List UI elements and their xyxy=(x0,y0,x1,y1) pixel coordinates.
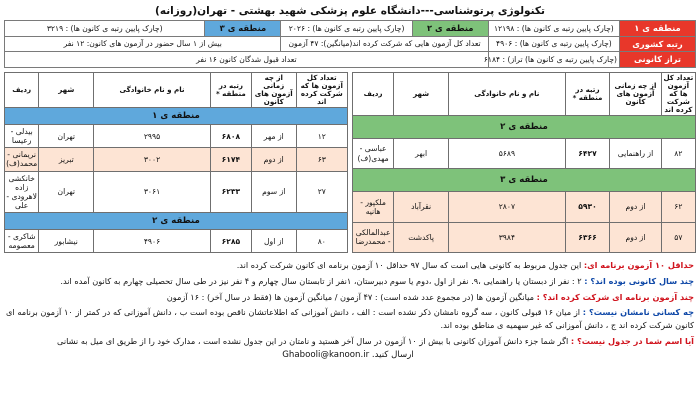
region2-badge: منطقه ی ۲ xyxy=(412,21,488,37)
cell-total: ۲۷ xyxy=(296,171,347,212)
cell-since: از راهنمایی xyxy=(610,138,661,169)
region-label-1: منطقه ی ۱ xyxy=(5,108,348,125)
header-row-1 xyxy=(5,21,696,37)
cell-total: ۸۰ xyxy=(296,230,347,253)
col-name: نام و نام خانوادگی xyxy=(94,72,211,108)
table-row xyxy=(5,125,348,148)
cell-taraz: ۶۸۰۸ xyxy=(210,125,251,148)
cell-taraz: ۶۱۷۴ xyxy=(210,148,251,171)
header-row-2 xyxy=(5,36,696,52)
region3-badge: منطقه ی ۳ xyxy=(205,21,281,37)
table-row xyxy=(5,230,348,253)
cell-rank: ۳۰۰۲ xyxy=(94,148,211,171)
header-row-3 xyxy=(5,52,696,68)
region-header-row xyxy=(353,169,696,191)
cell-city: نیشابور xyxy=(39,230,94,253)
faq-question-4: چه کسانی نامشان نیست؟ : xyxy=(582,307,694,318)
cell-city: پاکدشت xyxy=(394,222,449,253)
table-row xyxy=(5,171,348,212)
faq-answer-5: اگر شما جزء دانش آموزان کانونی با بیش از ۱۰ آزمون در سال آخر هستید و نامتان در این جدول نشده است ، مدارک خود را از طریق ای میل به نشانی xyxy=(57,335,569,346)
cell-since: از مهر xyxy=(251,125,296,148)
cell-name: عبدالمالکی - محمدرضا xyxy=(353,222,394,253)
national-rank-detail: (چارک پایین رتبه ی کانون ها) : ۴۹۰۶ xyxy=(488,36,619,52)
cell-total: ۶۳ xyxy=(296,148,347,171)
col-total-exams: تعداد کل آزمون ها که شرکت کرده اند xyxy=(661,72,695,116)
cell-name: خانکشی زاده لاهرودی - علی xyxy=(5,171,39,212)
cell-name: بیدلی - رعیسا xyxy=(5,125,39,148)
cell-rank: ۳۰۶۱ xyxy=(94,171,211,212)
region1-badge: منطقه ی ۱ xyxy=(620,21,696,37)
faq-item-5 xyxy=(6,335,694,348)
region-header-row xyxy=(5,213,348,230)
cell-name: شاکری - معصومه xyxy=(5,230,39,253)
region-header-row xyxy=(353,116,696,138)
table-row xyxy=(5,148,348,171)
col-row: ردیف xyxy=(353,72,394,116)
accepted-count-detail: تعداد قبول شدگان کانون ۱۶ نفر xyxy=(5,52,489,68)
faq-question-1: حداقل ۱۰ آزمون برنامه ای: xyxy=(583,260,694,271)
table-row xyxy=(353,138,696,169)
table-row xyxy=(353,191,696,222)
faq-question-5: آیا اسم شما در جدول نیست؟ : xyxy=(570,335,694,346)
faq-item-4 xyxy=(6,306,694,331)
results-table-right xyxy=(4,72,348,254)
cell-rank: ۴۹۰۶ xyxy=(94,230,211,253)
national-rank-label: رتبه کشوری xyxy=(620,36,696,52)
cell-name: ملکپور - هانیه xyxy=(353,191,394,222)
col-city: شهر xyxy=(394,72,449,116)
footer xyxy=(4,350,696,360)
cell-since: از دوم xyxy=(610,222,661,253)
cell-taraz: ۶۲۳۳ xyxy=(210,171,251,212)
region-label-2: منطقه ی ۲ xyxy=(353,116,696,138)
cell-taraz: ۶۳۶۶ xyxy=(565,222,610,253)
region2-detail: (چارک پایین رتبه ی کانون ها) : ۲۰۲۶ xyxy=(281,21,412,37)
region-label-2b: منطقه ی ۲ xyxy=(5,213,348,230)
cell-rank: ۵۶۸۹ xyxy=(449,138,566,169)
faq-question-3: چند آزمون برنامه ای شرکت کرده اند؟ : xyxy=(536,291,694,302)
footer-text: ارسال کنید. xyxy=(371,350,414,361)
col-rank: رتبه در منطقه * xyxy=(210,72,251,108)
header-summary-table xyxy=(4,20,696,68)
table-header-row xyxy=(5,72,348,108)
region-label-3: منطقه ی ۳ xyxy=(353,169,696,191)
results-tables xyxy=(4,72,696,254)
region3-detail: (چارک پایین رتبه ی کانون ها) : ۳۲۱۹ xyxy=(5,21,205,37)
faq-item-2 xyxy=(6,275,694,288)
cell-taraz: ۵۹۳۰ xyxy=(565,191,610,222)
cell-total: ۵۷ xyxy=(661,222,695,253)
faq-item-1 xyxy=(6,259,694,272)
cell-since: از اول xyxy=(251,230,296,253)
cell-since: از دوم xyxy=(251,148,296,171)
col-name: نام و نام خانوادگی xyxy=(449,72,566,116)
cell-city: تهران xyxy=(39,171,94,212)
cell-city: نقرآباد xyxy=(394,191,449,222)
col-since: از چه زمانی آزمون های کانون xyxy=(251,72,296,108)
cell-city: تهران xyxy=(39,125,94,148)
cell-name: عباسی - مهدی(ف) xyxy=(353,138,394,169)
faq-answer-4: از میان ۱۶ قبولی کانون ، سه گروه نامشان ذکر نشده است : الف ، دانش آموزانی که اطلاعاتشان ناقص بوده است ب ، دانش آموزانی که در کمتر از ۱۰ آزمون برنامه ای کانون شرکت کرده اند ج ، دانش آموزانی که غیر سهمیه ی مناطق بوده اند. xyxy=(6,307,694,331)
results-table-left xyxy=(352,72,696,254)
table-header-row xyxy=(353,72,696,116)
cell-name: نریمانی - محمد(ف) xyxy=(5,148,39,171)
col-total-exams: تعداد کل آزمون ها که شرکت کرده اند xyxy=(296,72,347,108)
cell-since: از دوم xyxy=(610,191,661,222)
page-title: تکنولوژی پرتوشناسی---دانشگاه علوم پزشکی شهید بهشتی - تهران(روزانه) xyxy=(155,5,545,17)
cell-total: ۶۲ xyxy=(661,191,695,222)
cell-rank: ۲۹۹۵ xyxy=(94,125,211,148)
faq-section xyxy=(4,259,696,347)
region1-detail: (چارک پایین رتبه ی کانون ها) : ۱۲۱۹۸ xyxy=(488,21,619,37)
faq-answer-3: میانگین آزمون ها (در مجموع عدد شده است) : ۴۷ آزمون / میانگین آزمون ها (فقط در سال آخر) : ۱۶ آزمون xyxy=(166,291,534,302)
col-rank: رتبه در منطقه * xyxy=(565,72,610,116)
cell-total: ۱۲ xyxy=(296,125,347,148)
exam-count-detail: تعداد کل آزمون هایی که شرکت کرده اند(میانگین): ۴۷ آزمون xyxy=(281,36,488,52)
cell-rank: ۳۹۸۴ xyxy=(449,222,566,253)
taraz-detail: (چارک پایین رتبه ی کانون ها) تراز) : ۶۱۸۴ xyxy=(488,52,619,68)
col-since: از چه زمانی آزمون های کانون xyxy=(610,72,661,116)
cell-taraz: ۶۲۸۵ xyxy=(210,230,251,253)
cell-city: ابهر xyxy=(394,138,449,169)
faq-answer-1: این جدول مربوط به کانونی هایی است که سال ۹۷ حداقل ۱۰ آزمون برنامه ای کانون شرکت کرده اند. xyxy=(236,260,582,271)
cell-rank: ۲۸۰۷ xyxy=(449,191,566,222)
region-header-row xyxy=(5,108,348,125)
cell-taraz: ۶۴۲۷ xyxy=(565,138,610,169)
cell-total: ۸۲ xyxy=(661,138,695,169)
year-presence-detail: بیش از ۱ سال حضور در آزمون های کانون: ۱۲ نفر xyxy=(5,36,281,52)
faq-question-2: چند سال کانونی بوده اند؟ : xyxy=(584,275,694,286)
col-city: شهر xyxy=(39,72,94,108)
taraz-label: تراز کانونی xyxy=(620,52,696,68)
cell-since: از سوم xyxy=(251,171,296,212)
table-row xyxy=(353,222,696,253)
faq-item-3 xyxy=(6,291,694,304)
col-row: ردیف xyxy=(5,72,39,108)
faq-answer-2: ۲ : نفر از دبستان یا راهنمایی ،۹. نفر از اول ،دوم یا سوم دبیرستان، ۱نفر از تابستان سال چهارم و ۴ نفر نیز در طی سال تحصیلی چهارم به کانون آمده اند. xyxy=(60,275,582,286)
contact-email[interactable]: Ghabooli@kanoon.ir xyxy=(282,350,370,361)
cell-city: تبریز xyxy=(39,148,94,171)
